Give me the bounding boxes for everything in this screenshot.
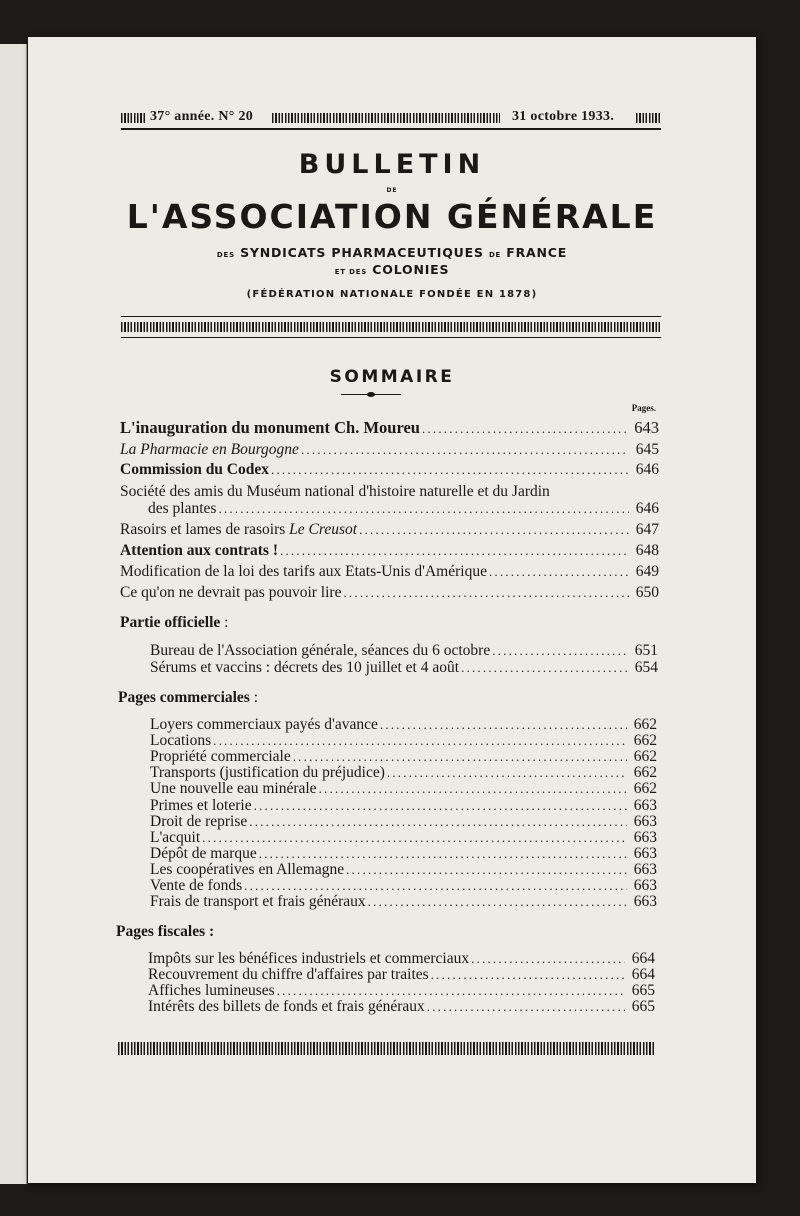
masthead-association-generale: L'ASSOCIATION GÉNÉRALE — [126, 197, 658, 236]
toc-entry-page: 647 — [635, 521, 659, 538]
toc-entry-page: 646 — [635, 500, 659, 517]
toc-entry-title: Ce qu'on ne devrait pas pouvoir lire — [120, 584, 342, 601]
masthead-federation: (FÉDÉRATION NATIONALE FONDÉE EN 1878) — [246, 289, 538, 300]
toc-entry-title: Primes et loterie — [150, 796, 252, 814]
header-ornament-middle — [272, 113, 500, 123]
section-heading-pages-commerciales: Pages commerciales : — [118, 689, 259, 706]
toc-entry-title: Vente de fonds — [150, 877, 243, 894]
toc-entry-page: 662 — [633, 732, 657, 750]
toc-entry — [150, 765, 657, 781]
toc-entry-title: Loyers commerciaux payés d'avance — [150, 716, 378, 733]
toc-entry-title: Intérêts des billets de fonds et frais généraux — [148, 998, 425, 1016]
subtitle-syndicats: SYNDICATS PHARMACEUTIQUES — [240, 245, 484, 260]
sommaire-ornament — [341, 394, 401, 395]
toc-entry-page: 649 — [635, 563, 659, 580]
sommaire-heading: SOMMAIRE — [329, 367, 455, 387]
toc-entry-title: Modification de la loi des tarifs aux Etats-Unis d'Amérique — [120, 563, 487, 580]
toc-entry — [150, 846, 657, 862]
toc-entry-title: Frais de transport et frais généraux — [150, 893, 366, 911]
toc-entry-title: Droit de reprise — [150, 812, 248, 830]
adjacent-page-edge — [0, 44, 27, 1184]
toc-entry — [150, 781, 657, 797]
masthead-subtitle-line1 — [28, 245, 756, 260]
toc-entry — [150, 642, 658, 660]
toc-entry — [150, 717, 657, 733]
toc-entry — [120, 584, 659, 602]
toc-entry-page: 662 — [633, 764, 657, 782]
masthead-rule-top — [121, 316, 661, 317]
toc-entry-page: 663 — [633, 828, 657, 846]
toc-entry-title: Locations — [150, 732, 212, 750]
toc-entry-page: 663 — [633, 860, 657, 878]
toc-entry-page: 663 — [633, 877, 657, 894]
toc-entry — [148, 999, 655, 1015]
toc-entry-page: 651 — [634, 642, 658, 659]
subtitle-france: FRANCE — [506, 245, 568, 260]
document-page — [28, 37, 756, 1183]
toc-entry-page: 646 — [635, 461, 659, 478]
section-heading-partie-officielle: Partie officielle : — [120, 614, 229, 631]
masthead-bulletin: BULLETIN — [298, 149, 486, 180]
toc-entry — [148, 967, 655, 983]
pages-column-label: Pages. — [631, 403, 656, 413]
toc-entry-title: Dépôt de marque — [150, 844, 257, 862]
toc-entry-title: Commission du Codex — [120, 461, 269, 478]
toc-entry-title: Rasoirs et lames de rasoirs Le Creusot — [120, 521, 358, 538]
footer-ornament-band — [118, 1042, 655, 1055]
toc-entry-title: Transports (justification du préjudice) — [150, 764, 385, 782]
subtitle-colonies: COLONIES — [372, 262, 450, 277]
toc-entry-page: 643 — [634, 418, 659, 437]
toc-entry — [150, 878, 657, 894]
toc-entry-page: 665 — [631, 998, 655, 1016]
masthead-subtitle-line2 — [28, 262, 756, 277]
subtitle-des: DES — [216, 251, 235, 259]
toc-entry — [120, 521, 659, 539]
toc-entry-page: 664 — [631, 966, 655, 984]
subtitle-de: DE — [488, 251, 502, 259]
toc-entry-page: 650 — [635, 584, 659, 601]
toc-entry-title: L'inauguration du monument Ch. Moureu — [120, 418, 420, 437]
toc-entry-page: 663 — [633, 812, 657, 830]
toc-entry-page: 665 — [631, 982, 655, 1000]
toc-entry — [120, 419, 659, 438]
toc-entry — [120, 542, 659, 560]
header-ornament-left — [121, 113, 145, 123]
toc-entry-title: Bureau de l'Association générale, séances du 6 octobre — [150, 642, 491, 659]
toc-entry-page: 663 — [633, 893, 657, 911]
toc-entry — [120, 563, 659, 581]
toc-entry-page: 663 — [633, 844, 657, 862]
masthead-rule-bottom — [121, 337, 661, 338]
header-ornament-right — [636, 113, 660, 123]
toc-entry-page: 664 — [631, 950, 655, 967]
toc-entry — [150, 749, 657, 765]
toc-entry — [150, 798, 657, 814]
toc-entry — [148, 500, 659, 518]
subtitle-et-des: ET DES — [334, 268, 368, 276]
toc-entry-page: 662 — [633, 716, 657, 733]
toc-entry — [148, 951, 655, 967]
toc-entry — [150, 862, 657, 878]
toc-entry-title: Impôts sur les bénéfices industriels et commerciaux — [148, 950, 470, 967]
toc-entry-page: 663 — [633, 796, 657, 814]
toc-entry-page: 662 — [633, 780, 657, 798]
issue-date: 31 octobre 1933. — [512, 109, 615, 124]
toc-entry — [150, 894, 657, 910]
toc-entry-title: Sérums et vaccins : décrets des 10 juillet et 4 août — [150, 659, 460, 676]
toc-entry-title: Recouvrement du chiffre d'affaires par traites — [148, 966, 429, 984]
toc-entry-page: 645 — [635, 441, 659, 458]
toc-entry — [150, 733, 657, 749]
toc-entry — [120, 441, 659, 459]
toc-entry-page: 648 — [635, 542, 659, 559]
toc-entry-title: Propriété commerciale — [150, 748, 291, 766]
section-heading-pages-fiscales: Pages fiscales : — [116, 923, 215, 940]
toc-entry-title: Société des amis du Muséum national d'histoire naturelle et du Jardin — [120, 483, 550, 500]
toc-entry-title-cont: des plantes — [148, 500, 217, 517]
masthead-de: DE — [386, 187, 398, 194]
toc-entry — [120, 461, 659, 479]
toc-entry-title: Une nouvelle eau minérale — [150, 780, 317, 798]
toc-entry-title: La Pharmacie en Bourgogne — [120, 441, 299, 458]
masthead-ornament-band — [121, 322, 661, 332]
toc-entry-page: 654 — [634, 659, 658, 676]
toc-entry — [150, 814, 657, 830]
toc-entry-title: Affiches lumineuses — [148, 982, 275, 1000]
toc-entry — [150, 659, 658, 677]
header-rule — [121, 128, 661, 130]
toc-entry-title: L'acquit — [150, 828, 201, 846]
toc-entry-title: Les coopératives en Allemagne — [150, 860, 345, 878]
toc-entry-title: Attention aux contrats ! — [120, 542, 278, 559]
issue-number: 37° année. N° 20 — [150, 109, 254, 124]
toc-entry-page: 662 — [633, 748, 657, 766]
toc-entry — [148, 983, 655, 999]
toc-entry — [150, 830, 657, 846]
